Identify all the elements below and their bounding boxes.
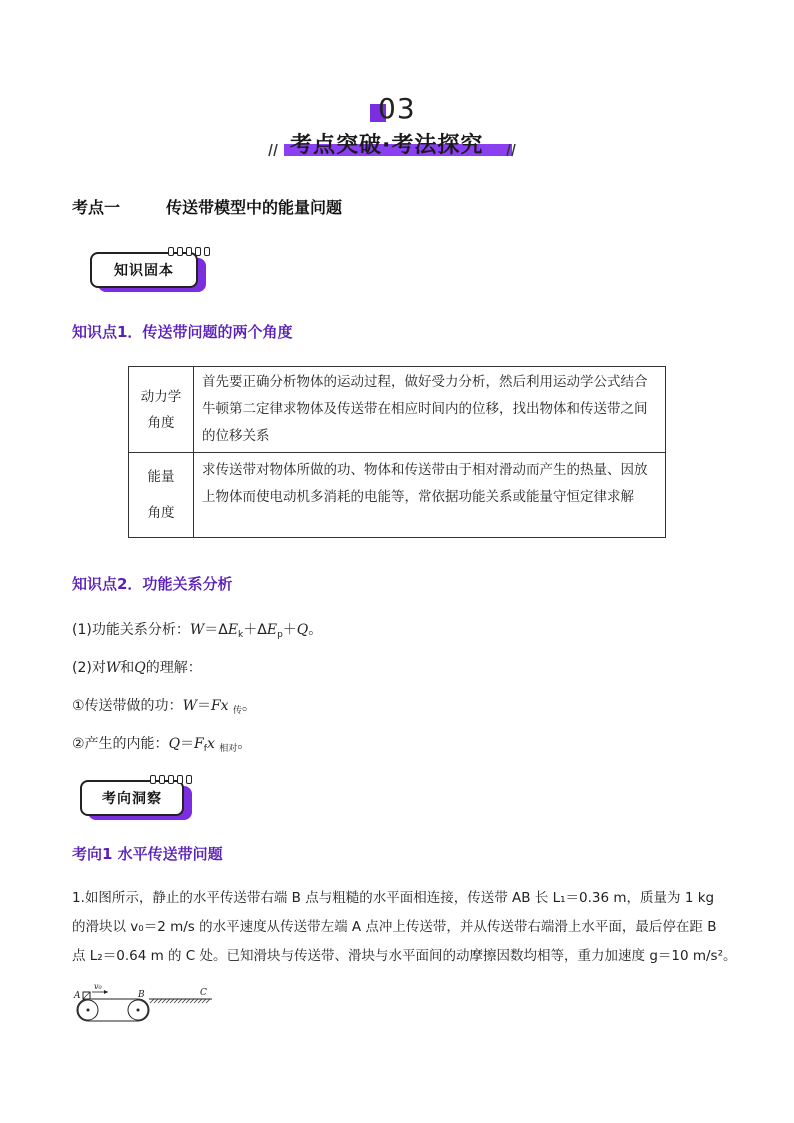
- badge-knowledge-label: 知识固本: [90, 252, 198, 288]
- problem-line-1: 1.如图所示，静止的水平传送带右端 B 点与粗糙的水平面相连接，传送带 AB 长 L₁＝0.36 m，质量为 1 kg: [72, 890, 715, 906]
- topic-title: 传送带模型中的能量问题: [166, 198, 343, 217]
- decor-slash-left-icon: [268, 143, 280, 157]
- figure-label-b: B: [138, 990, 145, 1000]
- badge-direction-label: 考向洞察: [80, 780, 184, 816]
- badge-knowledge: [90, 252, 210, 294]
- kp2-title: 知识点2．功能关系分析: [72, 575, 233, 593]
- problem-text: [72, 884, 752, 971]
- figure-label-v0: v₀: [94, 982, 102, 991]
- problem-line-3: 点 L₂＝0.64 m 的 C 处。已知滑块与传送带、滑块与水平面间的动摩擦因数均相等，重力加速度 g＝10 m/s²。: [72, 948, 737, 964]
- topic-label: 考点一: [72, 198, 121, 217]
- row-text: 求传送带对物体所做的功、物体和传送带由于相对滑动而产生的热量、因放 上物体而使电动机多消耗的电能等，常依据功能关系或能量守恒定律求解: [194, 453, 666, 538]
- formula-line-2: (2)对W和Q的理解：: [72, 660, 202, 676]
- figure-label-a: A: [74, 991, 81, 1001]
- kp1-title: 知识点1．传送带问题的两个角度: [72, 323, 293, 341]
- table-row: [129, 453, 666, 538]
- binder-rings-icon: [168, 247, 210, 256]
- formula-line-3: ①传送带做的功：W＝Fx $_传$。: [72, 698, 257, 716]
- decor-slash-right-icon: [506, 143, 518, 157]
- problem-line-2: 的滑块以 v₀＝2 m/s 的水平速度从传送带左端 A 点冲上传送带，并从传送带右端滑上水平面，最后停在距 B: [72, 919, 717, 935]
- row-label: 能量 角度: [129, 453, 194, 538]
- section-title: 考点突破·考法探究: [290, 133, 484, 158]
- formula-line-1: (1)功能关系分析：$W=\Delta E_k+\Delta E_p+Q$。: [72, 622, 323, 640]
- section-number: 03: [378, 92, 416, 125]
- conveyor-figure: [70, 982, 220, 1026]
- angles-table: [128, 366, 666, 538]
- figure-label-c: C: [200, 988, 207, 998]
- badge-direction: [80, 780, 200, 822]
- row-label: 动力学 角度: [129, 367, 194, 453]
- table-row: [129, 367, 666, 453]
- direction1-title: 考向1 水平传送带问题: [72, 845, 223, 863]
- binder-rings-icon: [150, 775, 192, 784]
- formula-line-4: ②产生的内能：$Q=F_fx$ $_{相对}$。: [72, 736, 252, 754]
- row-text: 首先要正确分析物体的运动过程，做好受力分析，然后利用运动学公式结合 牛顿第二定律求物体及传送带在相应时间内的位移，找出物体和传送带之间 的位移关系: [194, 367, 666, 453]
